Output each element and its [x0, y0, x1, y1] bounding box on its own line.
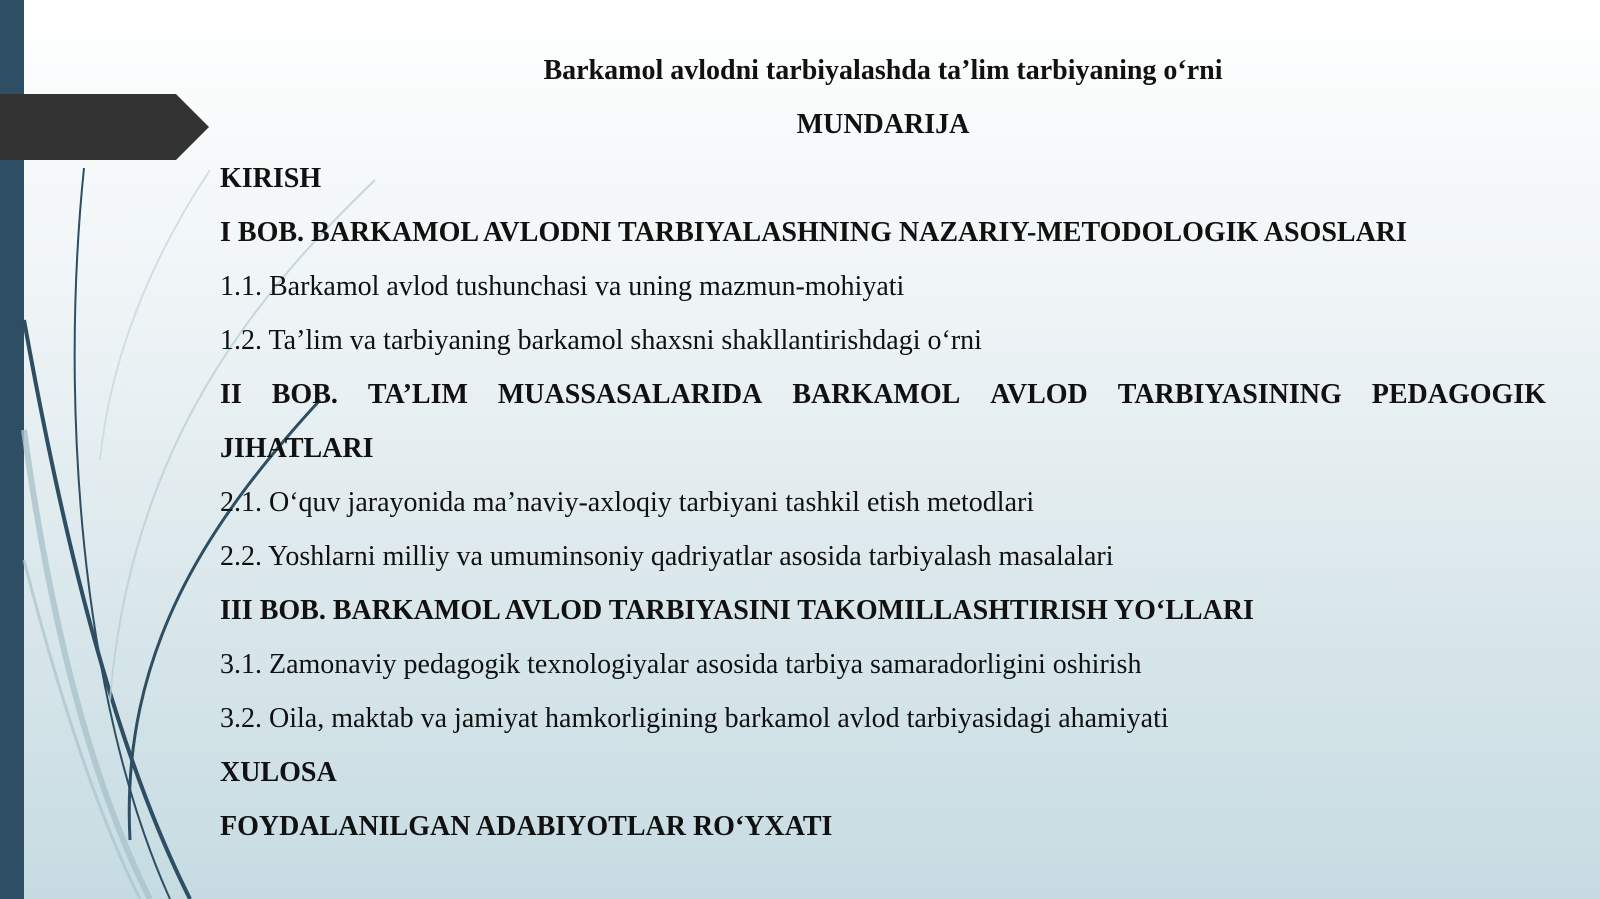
chapter-2-word: BARKAMOL — [792, 379, 961, 410]
toc-entry-chapter-1: I BOB. BARKAMOL AVLODNI TARBIYALASHNING NAZARIY-METODOLOGIK ASOSLARI — [220, 217, 1407, 248]
slide-title: Barkamol avlodni tarbiyalashda ta’lim tarbiyaning o‘rni — [543, 55, 1223, 86]
toc-entry-section-2-2: 2.2. Yoshlarni milliy va umuminsoniy qadriyatlar asosida tarbiyalash masalalari — [220, 541, 1114, 572]
toc-entry-section-2-1: 2.1. O‘quv jarayonida ma’naviy-axloqiy tarbiyani tashkil etish metodlari — [220, 487, 1035, 518]
toc-entry-chapter-2 — [220, 368, 1546, 422]
toc-entry-section-1-2: 1.2. Ta’lim va tarbiyaning barkamol shaxsni shakllantirishdagi o‘rni — [220, 325, 982, 356]
toc-entry-chapter-2-continued: JIHATLARI — [220, 433, 374, 464]
chapter-2-word: TA’LIM — [367, 379, 468, 410]
toc-entry-conclusion: XULOSA — [220, 757, 337, 788]
toc-entry-section-1-1: 1.1. Barkamol avlod tushunchasi va uning mazmun-mohiyati — [220, 271, 905, 302]
toc-entry-introduction: KIRISH — [220, 163, 322, 194]
table-of-contents — [220, 44, 1546, 854]
toc-entry-references: FOYDALANILGAN ADABIYOTLAR RO‘YXATI — [220, 811, 833, 842]
chapter-2-word: AVLOD — [990, 379, 1088, 410]
toc-entry-section-3-1: 3.1. Zamonaviy pedagogik texnologiyalar asosida tarbiya samaradorligini oshirish — [220, 649, 1142, 680]
title-arrow-shape — [0, 94, 209, 160]
toc-entry-section-3-2: 3.2. Oila, maktab va jamiyat hamkorligining barkamol avlod tarbiyasidagi ahamiyati — [220, 703, 1169, 734]
contents-heading: MUNDARIJA — [796, 109, 970, 140]
toc-entry-chapter-3: III BOB. BARKAMOL AVLOD TARBIYASINI TAKOMILLASHTIRISH YO‘LLARI — [220, 595, 1254, 626]
chapter-2-word: PEDAGOGIK — [1371, 379, 1546, 410]
chapter-2-word: II — [220, 379, 242, 410]
chapter-2-word: MUASSASALARIDA — [497, 379, 763, 410]
chapter-2-word: BOB. — [271, 379, 338, 410]
chapter-2-word: TARBIYASINING — [1117, 379, 1342, 410]
